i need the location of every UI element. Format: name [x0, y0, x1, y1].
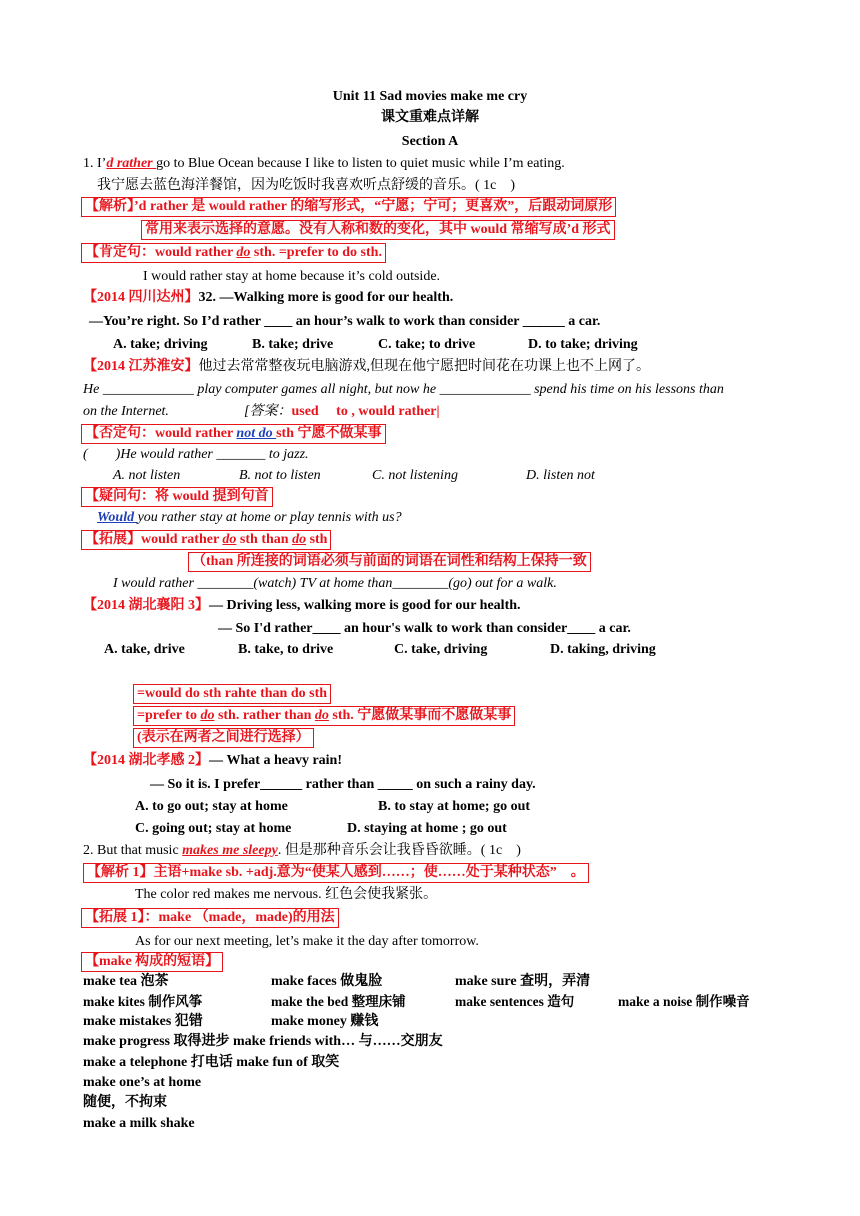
phrase-item: make money 赚钱 — [271, 1014, 379, 1029]
equiv-line3: (表示在两者之间进行选择） — [133, 728, 314, 748]
option-d: D. taking, driving — [550, 642, 656, 657]
q-huaian-question: 【2014 江苏淮安】他过去常常整夜玩电脑游戏,但现在他宁愿把时间花在功课上也不上网了。 — [83, 359, 650, 374]
q-dazhou-question: 【2014 四川达州】32. —Walking more is good for our health. — [83, 290, 454, 305]
q-xiangyang-question: 【2014 湖北襄阳 3】— Driving less, walking more is good for our health. — [83, 598, 521, 613]
item1-rest: go to Blue Ocean because I like to listen to quiet music while I’m eating. — [156, 156, 565, 171]
q-dazhou-tag: 【2014 四川达州】 — [83, 290, 199, 305]
phrases-row4: make progress 取得进步 make friends with… 与……交朋友 — [83, 1034, 443, 1049]
option-b: B. not to listen — [239, 468, 321, 483]
option-c: C. not listening — [372, 468, 458, 483]
not-do: not do — [236, 426, 277, 441]
would-word: Would — [97, 510, 138, 525]
q-dazhou-options — [113, 336, 638, 354]
phrase-item: make faces 做鬼脸 — [271, 974, 383, 989]
item1-translation: 我宁愿去蓝色海洋餐馆，因为吃饭时我喜欢听点舒缓的音乐。( 1c ) — [97, 178, 516, 193]
phrase-item: make kites 制作风筝 — [83, 994, 203, 1009]
option-a: A. take, drive — [104, 642, 185, 657]
phrase-item: make mistakes 犯错 — [83, 1014, 203, 1029]
q-dazhou-answer: —You’re right. So I’d rather ____ an hour’s walk to work than consider ______ a car. — [89, 314, 601, 329]
item1-jiexi-line1: 【解析】’d rather 是 would rather 的缩写形式，“宁愿；宁可；更喜欢”，后跟动词原形 — [81, 197, 616, 217]
item2-example: The color red makes me nervous. 红色会使我紧张。 — [135, 887, 438, 902]
option-d: D. listen not — [526, 468, 595, 483]
item1-jiexi-line2: 常用来表示选择的意愿。没有人称和数的变化，其中 would 常缩写成’d 形式 — [141, 220, 615, 240]
phrase-item: make a noise 制作噪音 — [618, 994, 750, 1009]
phrase-item: make the bed 整理床铺 — [271, 994, 406, 1009]
item1-phrase: d rather — [106, 156, 157, 171]
q-xiaogan-question: 【2014 湖北孝感 2】— What a heavy rain! — [83, 753, 342, 768]
q-xiaogan-answer: — So it is. I prefer______ rather than _____ on such a rainy day. — [150, 777, 536, 792]
q-xiaogan-option-d: D. staying at home ; go out — [347, 821, 507, 836]
extend-example: I would rather ________(watch) TV at home than________(go) out for a walk. — [113, 576, 557, 591]
negative-options — [113, 467, 595, 485]
equiv-line1: =would do sth rahte than do sth — [133, 684, 331, 704]
q-huaian-tag: 【2014 江苏淮安】 — [83, 359, 199, 374]
option-c: C. take; to drive — [378, 337, 476, 352]
phrases-row8: make a milk shake — [83, 1116, 195, 1131]
item2-example2: As for our next meeting, let’s make it the day after tomorrow. — [135, 934, 479, 949]
q-huaian-answer: used to , would rather| — [291, 404, 440, 419]
phrases-row2 — [83, 993, 783, 1011]
extend-note: （than 所连接的词语必须与前面的词语在词性和结构上保持一致 — [188, 552, 591, 572]
option-b: B. take, to drive — [238, 642, 334, 657]
option-d: D. to take; driving — [528, 337, 638, 352]
page-title: Unit 11 Sad movies make me cry — [332, 89, 528, 104]
item1-sentence — [83, 155, 565, 173]
item1-positive-rule: 【肯定句：would rather do sth. =prefer to do sth. — [81, 243, 386, 263]
q-huaian-line2: on the Internet. [答案：used to , would rather| — [83, 404, 440, 419]
phrases-row6: make one’s at home — [83, 1075, 202, 1090]
option-b: B. take; drive — [252, 337, 334, 352]
phrases-row7: 随便，不拘束 — [83, 1095, 167, 1110]
item2-jiexi: 【解析 1】主语+make sb. +adj.意为“使某人感到……；使……处于某种状态” 。 — [83, 863, 589, 883]
q-xiaogan-option-a: A. to go out; stay at home — [135, 799, 288, 814]
phrase-item: make sentences 造句 — [455, 994, 575, 1009]
page-subtitle: 课文重难点详解 — [381, 110, 479, 125]
item2-extend: 【拓展 1】：make （made，made)的用法 — [81, 908, 339, 928]
q-xiangyang-answer: — So I'd rather____ an hour's walk to work than consider____ a car. — [218, 621, 631, 636]
negative-question: ( )He would rather _______ to jazz. — [83, 447, 309, 462]
extend-rule: 【拓展】would rather do sth than do sth — [81, 530, 331, 550]
negative-rule: 【否定句：would rather not do sth 宁愿不做某事 — [81, 424, 386, 444]
phrases-label: 【make 构成的短语】 — [81, 952, 223, 972]
option-a: A. take; driving — [113, 337, 208, 352]
q-huaian-line1: He _____________ play computer games all night, but now he _____________ spend his time on his lessons than — [83, 382, 724, 397]
q-xiangyang-tag: 【2014 湖北襄阳 3】 — [83, 598, 209, 613]
item2-phrase: makes me sleepy — [182, 843, 278, 858]
item2-sentence: 2. But that music makes me sleepy. 但是那种音乐会让我昏昏欲睡。( 1c ) — [83, 843, 521, 858]
positive-do: do — [236, 245, 251, 260]
item1-example: I would rather stay at home because it’s cold outside. — [143, 269, 441, 284]
phrases-row5: make a telephone 打电话 make fun of 取笑 — [83, 1055, 340, 1070]
question-form-example: Would you rather stay at home or play tennis with us? — [97, 510, 402, 525]
phrases-row1 — [83, 973, 590, 991]
item1-num: 1. I’ — [83, 156, 107, 171]
phrase-item: make tea 泡茶 — [83, 974, 169, 989]
q-xiaogan-tag: 【2014 湖北孝感 2】 — [83, 753, 209, 768]
section-heading: Section A — [401, 134, 459, 149]
phrase-item: make sure 查明，弄清 — [455, 974, 591, 989]
phrases-row3 — [83, 1013, 378, 1031]
q-xiangyang-options — [104, 641, 656, 659]
question-form-rule: 【疑问句：将 would 提到句首 — [81, 487, 273, 507]
q-xiaogan-option-b: B. to stay at home; go out — [378, 799, 531, 814]
equiv-line2: =prefer to do sth. rather than do sth. 宁愿做某事而不愿做某事 — [133, 706, 515, 726]
option-c: C. take, driving — [394, 642, 488, 657]
q-xiaogan-option-c: C. going out; stay at home — [135, 821, 292, 836]
option-a: A. not listen — [113, 468, 181, 483]
